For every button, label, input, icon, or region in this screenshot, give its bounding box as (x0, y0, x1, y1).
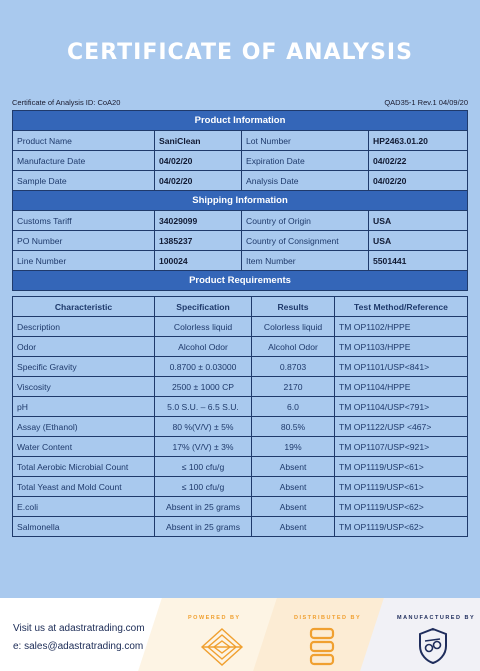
characteristic-cell: Total Yeast and Mold Count (13, 477, 155, 497)
table-row (13, 231, 468, 251)
characteristic-cell: pH (13, 397, 155, 417)
label-cell: Line Number (13, 251, 155, 271)
value-cell: 04/02/22 (369, 151, 468, 171)
result-cell: Alcohol Odor (252, 337, 335, 357)
diamond-logo-icon (197, 627, 247, 667)
table-row (13, 437, 468, 457)
result-cell: Absent (252, 457, 335, 477)
manufactured-by-label: MANUFACTURED BY (397, 615, 476, 621)
characteristic-cell: Viscosity (13, 377, 155, 397)
column-header: Specification (155, 297, 252, 317)
label-cell: Analysis Date (242, 171, 369, 191)
specification-cell: ≤ 100 cfu/g (155, 457, 252, 477)
table-row (13, 517, 468, 537)
method-cell: TM OP1119/USP<61> (335, 457, 468, 477)
column-header: Results (252, 297, 335, 317)
table-row (13, 477, 468, 497)
method-cell: TM OP1122/USP <467> (335, 417, 468, 437)
table-row (13, 251, 468, 271)
result-cell: Colorless liquid (252, 317, 335, 337)
label-cell: PO Number (13, 231, 155, 251)
page-title: CERTIFICATE OF ANALYSIS (67, 40, 413, 65)
value-cell: USA (369, 211, 468, 231)
value-cell: 5501441 (369, 251, 468, 271)
column-header: Characteristic (13, 297, 155, 317)
footer (0, 598, 480, 671)
value-cell: HP2463.01.20 (369, 131, 468, 151)
value-cell: USA (369, 231, 468, 251)
stacked-bars-logo-icon (309, 627, 335, 667)
specification-cell: 80 %(V/V) ± 5% (155, 417, 252, 437)
email-link[interactable]: e: sales@adastratrading.com (13, 641, 144, 652)
label-cell: Item Number (242, 251, 369, 271)
method-cell: TM OP1119/USP<62> (335, 497, 468, 517)
value-cell: 04/02/20 (155, 151, 242, 171)
specification-cell: 2500 ± 1000 CP (155, 377, 252, 397)
table-row (13, 417, 468, 437)
table-row (13, 317, 468, 337)
website-link[interactable]: Visit us at adastratrading.com (13, 623, 145, 634)
info-table (12, 110, 468, 291)
revision-code: QAD35-1 Rev.1 04/09/20 (384, 98, 468, 107)
result-cell: 0.8703 (252, 357, 335, 377)
result-cell: 19% (252, 437, 335, 457)
value-cell: 34029099 (155, 211, 242, 231)
characteristic-cell: Specific Gravity (13, 357, 155, 377)
requirements-table (12, 296, 468, 537)
specification-cell: 0.8700 ± 0.03000 (155, 357, 252, 377)
label-cell: Lot Number (242, 131, 369, 151)
method-cell: TM OP1107/USP<921> (335, 437, 468, 457)
table-row (13, 377, 468, 397)
value-cell: SaniClean (155, 131, 242, 151)
method-cell: TM OP1104/USP<791> (335, 397, 468, 417)
specification-cell: ≤ 100 cfu/g (155, 477, 252, 497)
result-cell: Absent (252, 497, 335, 517)
distributed-by-label: DISTRIBUTED BY (294, 615, 362, 621)
characteristic-cell: Description (13, 317, 155, 337)
result-cell: Absent (252, 477, 335, 497)
specification-cell: Absent in 25 grams (155, 497, 252, 517)
table-row (13, 151, 468, 171)
characteristic-cell: Total Aerobic Microbial Count (13, 457, 155, 477)
value-cell: 100024 (155, 251, 242, 271)
value-cell: 1385237 (155, 231, 242, 251)
result-cell: 2170 (252, 377, 335, 397)
label-cell: Manufacture Date (13, 151, 155, 171)
specification-cell: Absent in 25 grams (155, 517, 252, 537)
table-row (13, 497, 468, 517)
table-row (13, 211, 468, 231)
label-cell: Expiration Date (242, 151, 369, 171)
method-cell: TM OP1102/HPPE (335, 317, 468, 337)
column-header: Test Method/Reference (335, 297, 468, 317)
value-cell: 04/02/20 (155, 171, 242, 191)
result-cell: 80.5% (252, 417, 335, 437)
table-row (13, 457, 468, 477)
characteristic-cell: Water Content (13, 437, 155, 457)
method-cell: TM OP1103/HPPE (335, 337, 468, 357)
characteristic-cell: Odor (13, 337, 155, 357)
table-header-row (13, 297, 468, 317)
table-row (13, 357, 468, 377)
characteristic-cell: E.coli (13, 497, 155, 517)
specification-cell: Colorless liquid (155, 317, 252, 337)
result-cell: Absent (252, 517, 335, 537)
specification-cell: 5.0 S.U. – 6.5 S.U. (155, 397, 252, 417)
value-cell: 04/02/20 (369, 171, 468, 191)
requirements-header: Product Requirements (13, 271, 468, 291)
table-row (13, 171, 468, 191)
label-cell: Product Name (13, 131, 155, 151)
label-cell: Country of Consignment (242, 231, 369, 251)
characteristic-cell: Salmonella (13, 517, 155, 537)
method-cell: TM OP1101/USP<841> (335, 357, 468, 377)
product-info-header: Product Information (13, 111, 468, 131)
label-cell: Customs Tariff (13, 211, 155, 231)
table-row (13, 337, 468, 357)
label-cell: Country of Origin (242, 211, 369, 231)
specification-cell: Alcohol Odor (155, 337, 252, 357)
method-cell: TM OP1104/HPPE (335, 377, 468, 397)
method-cell: TM OP1119/USP<62> (335, 517, 468, 537)
coa-id: Certificate of Analysis ID: CoA20 (12, 98, 121, 107)
label-cell: Sample Date (13, 171, 155, 191)
table-row (13, 397, 468, 417)
shipping-info-header: Shipping Information (13, 191, 468, 211)
result-cell: 6.0 (252, 397, 335, 417)
table-row (13, 131, 468, 151)
method-cell: TM OP1119/USP<61> (335, 477, 468, 497)
characteristic-cell: Assay (Ethanol) (13, 417, 155, 437)
requirements-body (13, 317, 468, 537)
shield-logo-icon (417, 627, 449, 665)
powered-by-label: POWERED BY (188, 615, 241, 621)
specification-cell: 17% (V/V) ± 3% (155, 437, 252, 457)
